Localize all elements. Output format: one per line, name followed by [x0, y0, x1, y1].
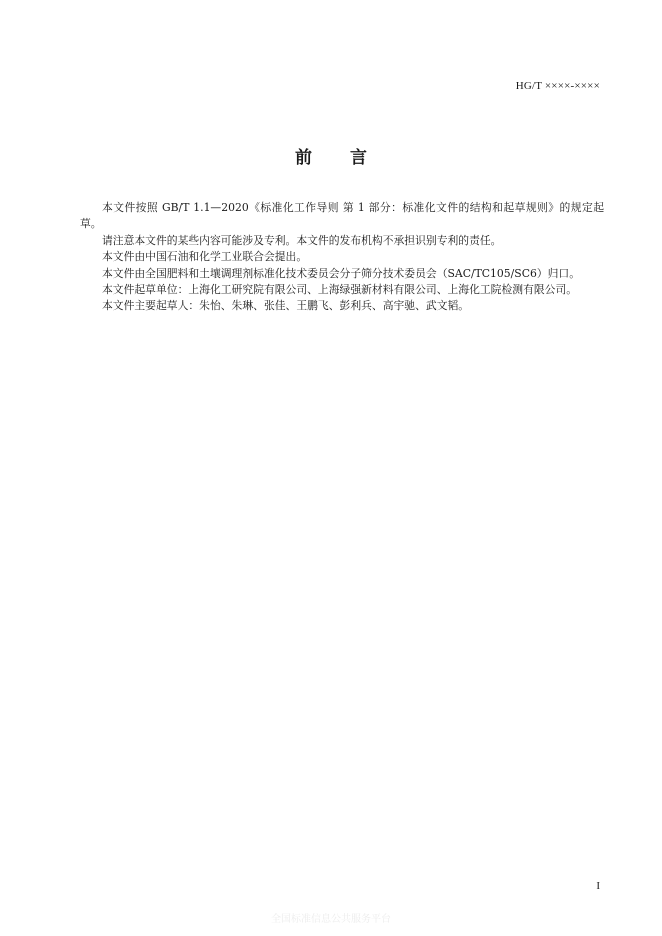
- paragraph-drafting-rules: 本文件按照 GB/T 1.1—2020《标准化工作导则 第 1 部分：标准化文件的结构和起草规则》的规定起草。: [80, 201, 604, 231]
- watermark: 全国标准信息公共服务平台: [271, 914, 391, 925]
- page-title: 前言: [295, 148, 405, 168]
- paragraph-patent-notice: 请注意本文件的某些内容可能涉及专利。本文件的发布机构不承担识别专利的责任。: [102, 233, 502, 247]
- foreword-body: [80, 200, 604, 315]
- paragraph-under-jurisdiction: 本文件由全国肥料和土壤调理剂标准化技术委员会分子筛分技术委员会（SAC/TC105/SC6）归口。: [102, 266, 581, 280]
- paragraph-drafters: 本文件主要起草人：朱怡、朱琳、张佳、王鹏飞、彭利兵、高宇驰、武文韬。: [102, 299, 470, 313]
- paragraph-proposed-by: 本文件由中国石油和化学工业联合会提出。: [102, 250, 308, 264]
- page-number: I: [596, 880, 600, 892]
- standard-number: HG/T ××××-××××: [515, 80, 600, 92]
- paragraph-drafting-organizations: 本文件起草单位：上海化工研究院有限公司、上海绿强新材料有限公司、上海化工院检测有限公司。: [102, 283, 578, 297]
